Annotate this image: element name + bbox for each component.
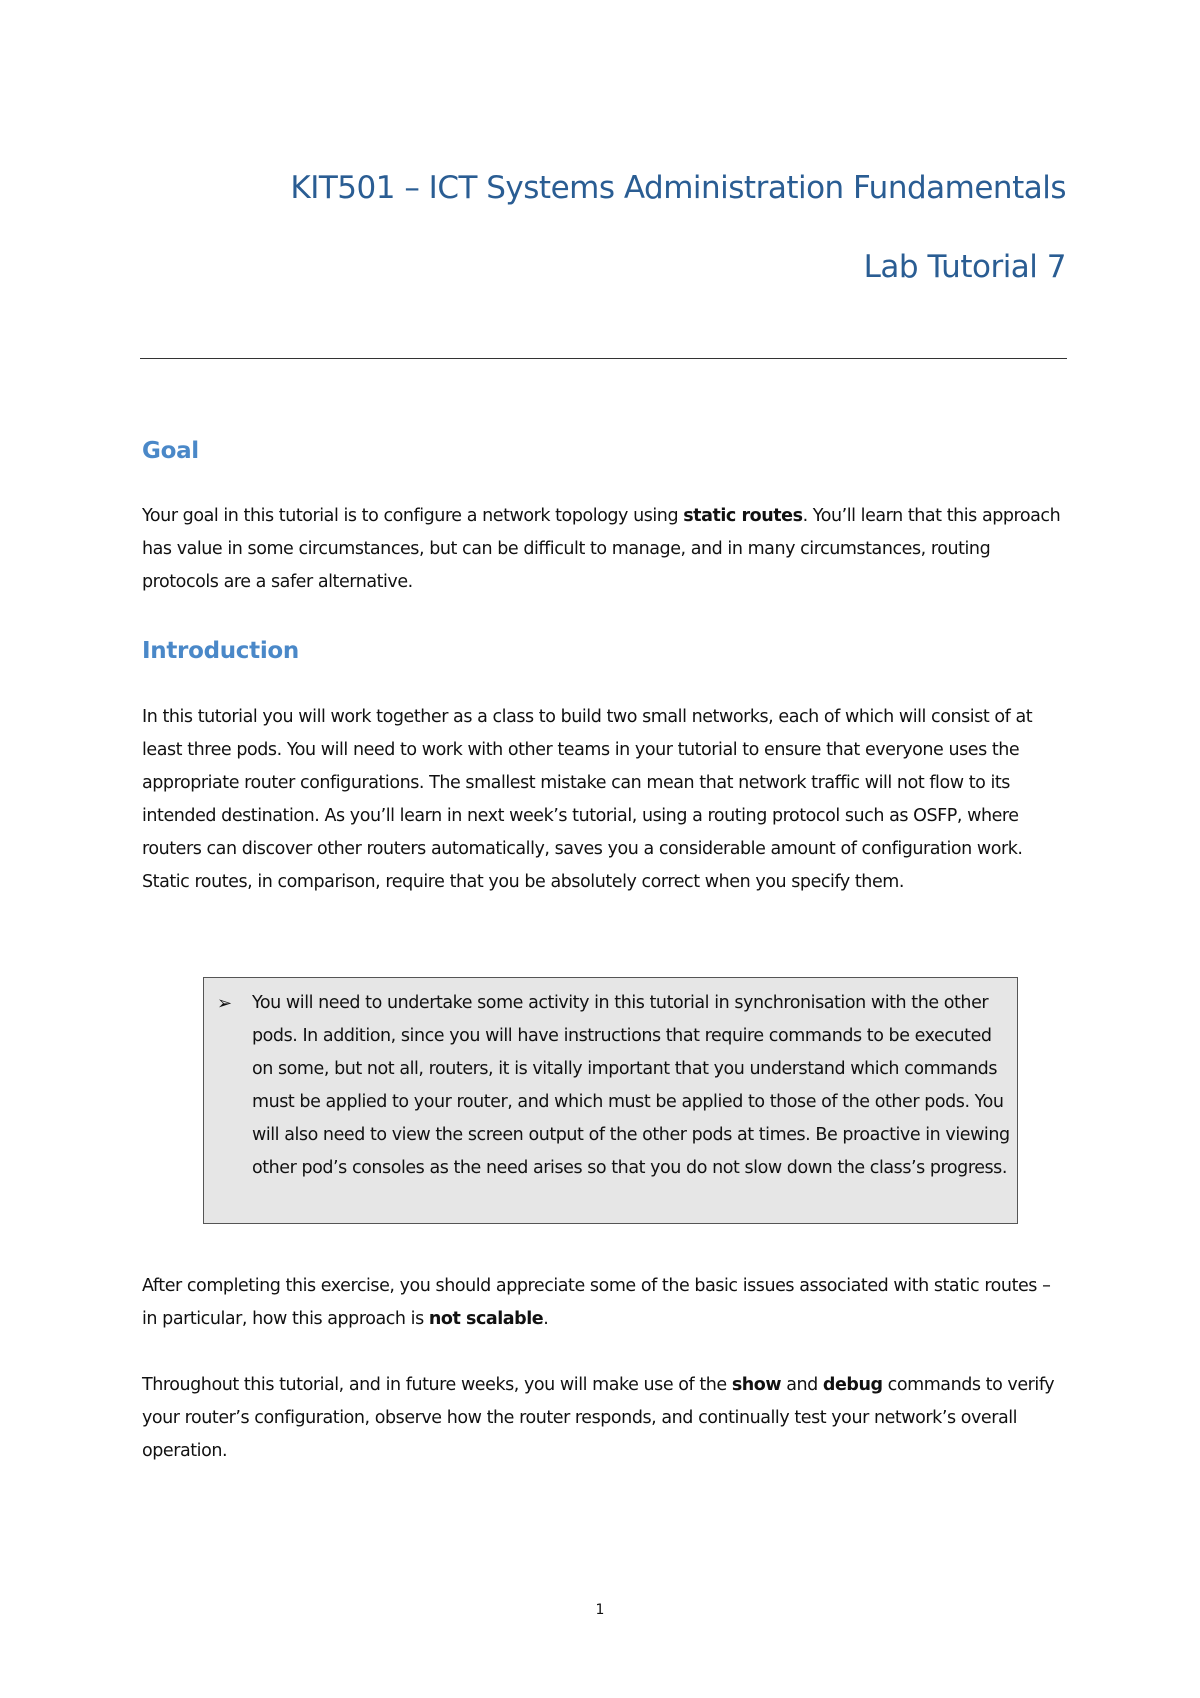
not-scalable-emphasis: not scalable	[428, 1309, 544, 1329]
arrow-bullet-icon: ➢	[217, 993, 233, 1014]
goal-paragraph: Your goal in this tutorial is to configure a network topology using static routes. You’ll learn that this approach has value in some circumstances, but can be difficult to manage, and in many circumstances, routing protocols are a safer alternative.	[142, 506, 1061, 592]
commands-paragraph: Throughout this tutorial, and in future weeks, you will make use of the show and debug commands to verify your router’s configuration, observe how the router responds, and continually test your network’s overall operation.	[142, 1375, 1055, 1461]
note-callout-box	[203, 977, 1018, 1224]
static-routes-emphasis: static routes	[683, 506, 803, 526]
note-text: You will need to undertake some activity in this tutorial in synchronisation with the other pods. In addition, since you will have instructions that require commands to be executed on some, but not all, routers, it is vitally important that you understand which commands must be applied to your router, and which must be applied to those of the other pods. You will also need to view the screen output of the other pods at times. Be proactive in viewing other pod’s consoles as the need arises so that you do not slow down the class’s progress.	[252, 993, 1010, 1178]
show-command-emphasis: show	[731, 1375, 782, 1395]
document-subtitle: Lab Tutorial 7	[863, 249, 1066, 285]
introduction-heading: Introduction	[142, 638, 299, 664]
debug-command-emphasis: debug	[822, 1375, 883, 1395]
page-number: 1	[595, 1602, 605, 1618]
goal-heading: Goal	[142, 438, 199, 464]
introduction-paragraph: In this tutorial you will work together as a class to build two small networks, each of which will consist of at least three pods. You will need to work with other teams in your tutorial to ensure that everyone uses the appropriate router configurations. The smallest mistake can mean that network traffic will not flow to its intended destination. As you’ll learn in next week’s tutorial, using a routing protocol such as OSFP, where routers can discover other routers automatically, saves you a considerable amount of configuration work. Static routes, in comparison, require that you be absolutely correct when you specify them.	[142, 707, 1033, 892]
header-divider	[140, 358, 1067, 359]
document-title: KIT501 – ICT Systems Administration Fundamentals	[290, 170, 1066, 206]
scalability-paragraph: After completing this exercise, you should appreciate some of the basic issues associated with static routes – in particular, how this approach is not scalable.	[142, 1276, 1051, 1329]
